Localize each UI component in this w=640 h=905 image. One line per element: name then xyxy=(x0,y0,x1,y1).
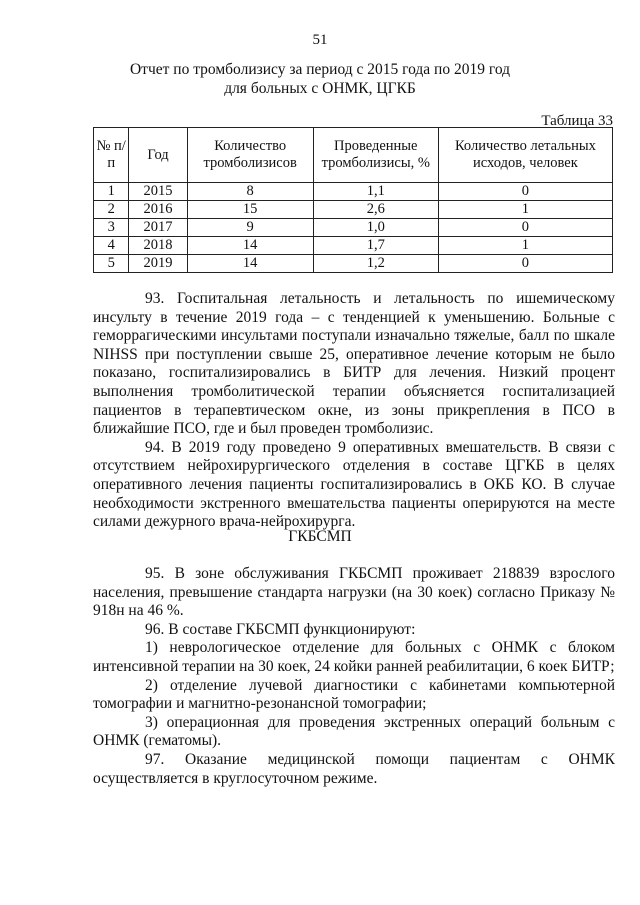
table-caption: Таблица 33 xyxy=(541,113,613,129)
cell-year: 2018 xyxy=(129,237,187,255)
cell-count: 9 xyxy=(187,219,313,237)
cell-number: 3 xyxy=(94,219,129,237)
title-line-1: Отчет по тромболизису за период с 2015 года по 2019 год xyxy=(129,61,511,78)
cell-percent: 1,2 xyxy=(313,255,438,273)
cell-lethal: 1 xyxy=(438,237,612,255)
cell-year: 2015 xyxy=(129,183,187,201)
section-heading: ГКБСМП xyxy=(288,528,352,545)
cell-count: 14 xyxy=(187,255,313,273)
paragraph-95: 95. В зоне обслуживания ГКБСМП проживает 218839 взрослого населения, превышение стандарта нагрузки (на 30 коек) согласно Приказу № 918н на 46 %. xyxy=(93,565,615,620)
table-row xyxy=(94,219,613,237)
cell-number: 2 xyxy=(94,201,129,219)
paragraph-94: 94. В 2019 году проведено 9 оперативных вмешательств. В связи с отсутствием нейрохирургического отделения в составе ЦГКБ в целях оперативного лечения пациенты госпитализировались в ОКБ КО. В случае необходимости экстренного вмешательства пациенты оперируются на месте силами дежурного врача-нейрохирурга. xyxy=(93,438,615,531)
cell-lethal: 0 xyxy=(438,219,612,237)
cell-year: 2016 xyxy=(129,201,187,219)
list-item-2: 2) отделение лучевой диагностики с кабинетами компьютерной томографии и магнитно-резонансной томографии; xyxy=(93,676,615,713)
header-thrombolysis-percent: Проведенные тромболизисы, % xyxy=(313,128,438,183)
page-number: 51 xyxy=(312,32,328,48)
cell-count: 14 xyxy=(187,237,313,255)
cell-lethal: 0 xyxy=(438,183,612,201)
header-thrombolysis-count: Количество тромболизисов xyxy=(187,128,313,183)
table-row xyxy=(94,255,613,273)
table-row xyxy=(94,183,613,201)
list-item-3: 3) операционная для проведения экстренных операций больным с ОНМК (гематомы). xyxy=(93,713,615,750)
table-row xyxy=(94,237,613,255)
page-title xyxy=(0,60,640,98)
paragraph-96: 96. В составе ГКБСМП функционируют: xyxy=(145,620,416,638)
cell-percent: 1,0 xyxy=(313,219,438,237)
cell-lethal: 1 xyxy=(438,201,612,219)
table-header-row xyxy=(94,128,613,183)
cell-number: 5 xyxy=(94,255,129,273)
table-row xyxy=(94,201,613,219)
text-block-2 xyxy=(93,565,615,788)
cell-percent: 1,7 xyxy=(313,237,438,255)
cell-number: 1 xyxy=(94,183,129,201)
header-number: № п/п xyxy=(94,128,129,183)
paragraph-93: 93. Госпитальная летальность и летальность по ишемическому инсульту в течение 2019 года – с тенденцией к уменьшению. Больные с геморрагическими инсультами поступали изначально тяжелые, балл по шкале NIHSS при поступлении свыше 25, оперативное лечение которым не было показано, госпитализировались в БИТР для лечения. Низкий процент выполнения тромболитической терапии объясняется госпитализацией пациентов в терапевтическом окне, из зоны прикрепления в ПСО в ближайшие ПСО, где и был проведен тромболизис. xyxy=(93,290,615,438)
text-block-1 xyxy=(93,290,615,532)
paragraph-97: 97. Оказание медицинской помощи пациентам с ОНМК осуществляется в круглосуточном режиме. xyxy=(93,750,615,787)
cell-number: 4 xyxy=(94,237,129,255)
cell-count: 15 xyxy=(187,201,313,219)
thrombolysis-table xyxy=(93,127,613,273)
cell-lethal: 0 xyxy=(438,255,612,273)
title-line-2: для больных с ОНМК, ЦГКБ xyxy=(224,80,416,97)
list-item-1: 1) неврологическое отделение для больных с ОНМК с блоком интенсивной терапии на 30 коек, 24 койки ранней реабилитации, 6 коек БИТР; xyxy=(93,639,615,675)
cell-year: 2019 xyxy=(129,255,187,273)
cell-percent: 2,6 xyxy=(313,201,438,219)
cell-count: 8 xyxy=(187,183,313,201)
cell-year: 2017 xyxy=(129,219,187,237)
cell-percent: 1,1 xyxy=(313,183,438,201)
header-lethal-outcomes: Количество летальных исходов, человек xyxy=(438,128,612,183)
header-year: Год xyxy=(129,128,187,183)
